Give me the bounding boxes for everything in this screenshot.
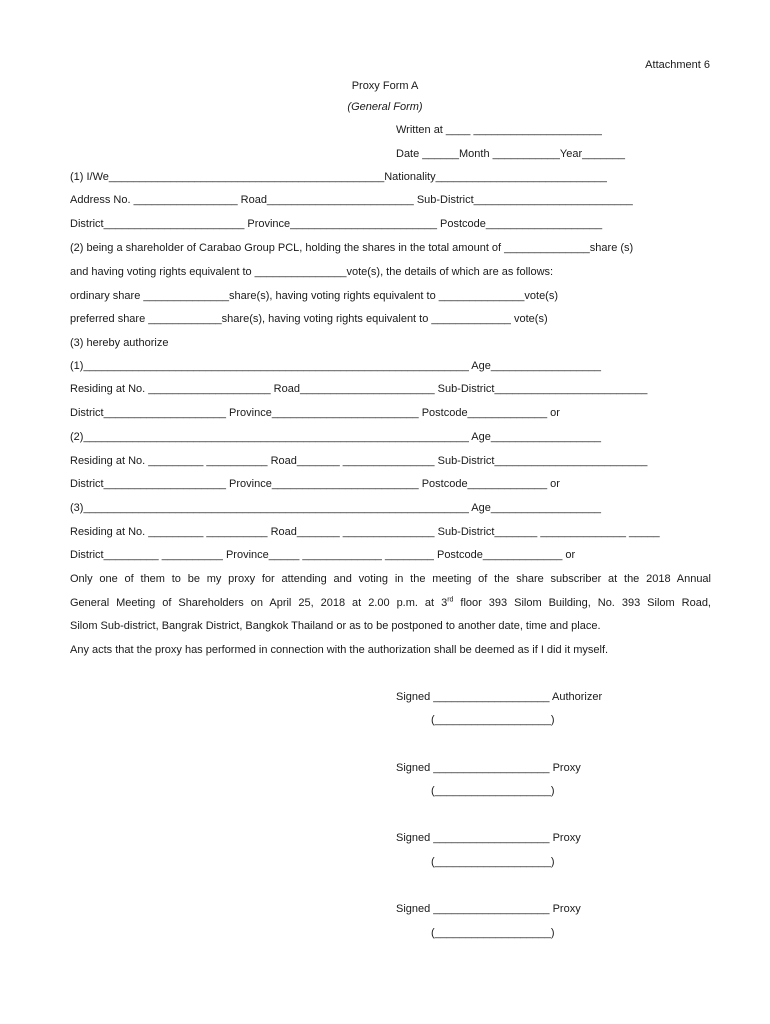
authorizer-name-line: (___________________) [431,714,555,726]
proxy-1-residing-line: Residing at No. ____________________ Road______________________ Sub-District_________________________ [70,383,648,395]
proxy-name-line-3: (___________________) [431,927,555,939]
proxy-name-line-1: (___________________) [431,785,555,797]
proxy-3-residing-line: Residing at No. _________ __________ Road_______ _______________ Sub-District_______ ______________ _____ [70,526,660,538]
paragraph-line-2-end: floor 393 Silom Building, No. 393 Silom Road, [453,597,711,609]
proxy-signature-line-2: Signed ___________________ Proxy [396,832,581,844]
form-title: Proxy Form A [351,80,419,92]
preferred-share-line: preferred share ____________share(s), having voting rights equivalent to _____________ vote(s) [70,313,548,325]
paragraph-line-2-start: General Meeting of Shareholders on April 25, 2018 at 2.00 p.m. at 3 [70,597,448,609]
iwe-line: (1) I/We_____________________________________________Nationality____________________________ [70,171,607,183]
proxy-name-line-2: (___________________) [431,856,555,868]
written-at-line: Written at ____ _____________________ [396,124,602,136]
authorize-line: (3) hereby authorize [70,337,169,349]
shareholder-line: (2) being a shareholder of Carabao Group PCL, holding the shares in the total amount of ______________share (s) [70,242,634,254]
paragraph-line-3: Silom Sub-district, Bangrak District, Bangkok Thailand or as to be postponed to another date, time and place. [70,620,601,632]
proxy-2-district-line: District____________________ Province________________________ Postcode_____________ or [70,478,560,490]
paragraph-line-2 [70,596,711,610]
proxy-signature-line-1: Signed ___________________ Proxy [396,762,581,774]
paragraph-line-4: Any acts that the proxy has performed in connection with the authorization shall be deemed as if I did it myself. [70,644,609,656]
proxy-signature-line-3: Signed ___________________ Proxy [396,903,581,915]
ordinary-share-line: ordinary share ______________share(s), having voting rights equivalent to ______________vote(s) [70,290,559,302]
proxy-1-district-line: District____________________ Province________________________ Postcode_____________ or [70,407,560,419]
authorizer-signature-line: Signed ___________________ Authorizer [396,691,603,703]
ordinal-suffix: rd [447,596,454,604]
paragraph-line-1: Only one of them to be my proxy for attending and voting in the meeting of the share subscriber at the 2018 Annual [70,573,711,585]
date-line: Date ______Month ___________Year_______ [396,148,625,160]
proxy-3-district-line: District_________ __________ Province_____ _____________ ________ Postcode_____________ or [70,549,576,561]
district-line: District_______________________ Province________________________ Postcode___________________ [70,218,603,230]
attachment-label: Attachment 6 [645,59,710,71]
voting-rights-line: and having voting rights equivalent to _______________vote(s), the details of which are as follows: [70,266,554,278]
proxy-2-name-line: (2)_______________________________________________________________ Age__________________ [70,431,601,443]
address-line: Address No. _________________ Road________________________ Sub-District__________________________ [70,194,633,206]
form-subtitle: (General Form) [347,101,423,113]
proxy-1-name-line: (1)_______________________________________________________________ Age__________________ [70,360,601,372]
proxy-3-name-line: (3)_______________________________________________________________ Age__________________ [70,502,601,514]
proxy-2-residing-line: Residing at No. _________ __________ Road_______ _______________ Sub-District_________________________ [70,455,648,467]
